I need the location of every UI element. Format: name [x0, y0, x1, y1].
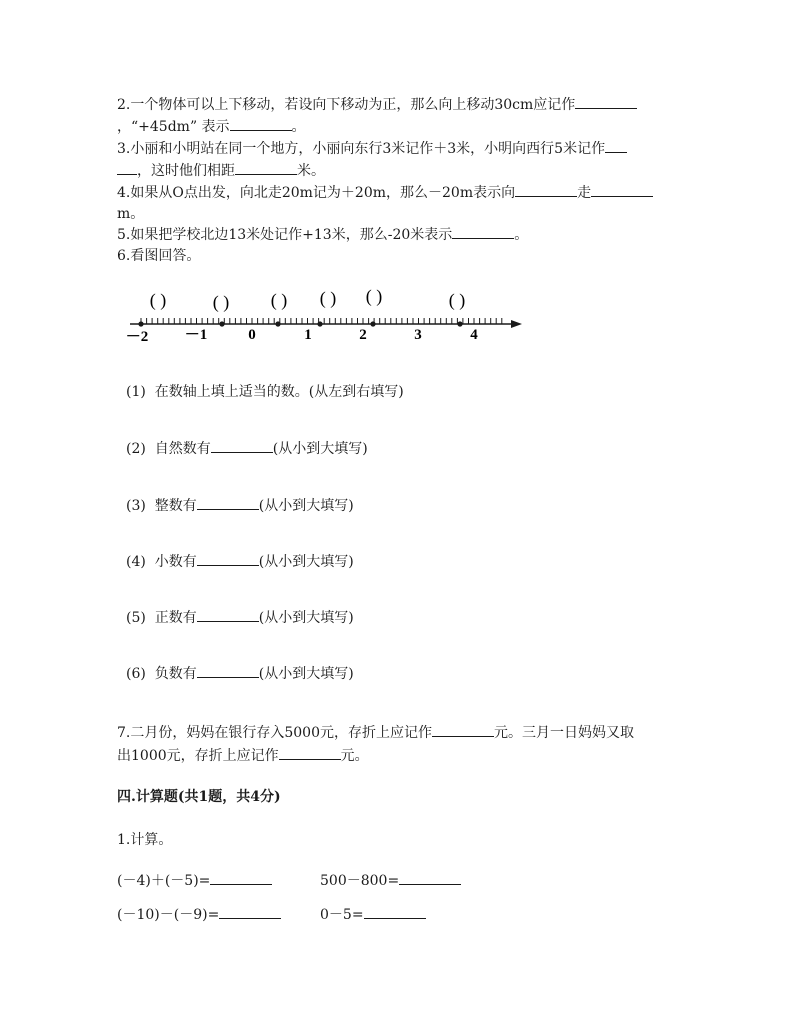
sub-number: (4) — [126, 554, 146, 570]
question-5-line — [117, 224, 528, 245]
sub-question-2 — [126, 438, 368, 459]
tick-label: 2 — [359, 327, 367, 343]
answer-blank[interactable] — [210, 870, 272, 885]
paren-blank[interactable]: ( ) — [365, 286, 383, 306]
sub-tail: (从小到大填写) — [258, 554, 354, 570]
question-2-end: 。 — [291, 119, 306, 135]
sub-question-1 — [126, 382, 404, 402]
sub-text: 正数有 — [154, 610, 197, 626]
answer-blank[interactable] — [197, 495, 259, 510]
question-2-line-2 — [117, 116, 306, 137]
calc-expr-2 — [320, 870, 461, 891]
answer-blank[interactable] — [117, 160, 137, 175]
question-2-line-1 — [117, 94, 637, 115]
question-7-line-1 — [117, 722, 634, 743]
sub-number: (6) — [126, 666, 146, 682]
sub-number: (3) — [126, 498, 146, 514]
question-3-text: 3.小丽和小明站在同一个地方，小丽向东行3米记作＋3米，小明向西行5米记作 — [117, 141, 606, 157]
question-4-line-1 — [117, 182, 653, 203]
tick-label: －1 — [184, 327, 208, 343]
arrow-icon — [511, 320, 522, 328]
point-dot — [370, 321, 375, 326]
tick-label: 4 — [470, 327, 478, 343]
tick-label: 1 — [304, 327, 312, 343]
expression: (－4)＋(－5)= — [117, 873, 211, 889]
paren-blank[interactable]: ( ) — [212, 292, 230, 312]
answer-blank[interactable] — [364, 904, 426, 919]
sub-text: 整数有 — [154, 498, 197, 514]
expression: (－10)－(－9)= — [117, 907, 220, 923]
paren-blank[interactable]: ( ) — [448, 290, 466, 310]
sub-text: 自然数有 — [154, 441, 211, 457]
number-line-figure — [0, 280, 794, 350]
answer-blank[interactable] — [197, 663, 259, 678]
question-4-mid: 走 — [577, 185, 592, 201]
question-4-line-2 — [117, 204, 144, 224]
sub-text: 小数有 — [154, 554, 197, 570]
question-3-end: 米。 — [297, 163, 325, 179]
sub-number: (5) — [126, 610, 146, 626]
answer-blank[interactable] — [399, 870, 461, 885]
answer-blank[interactable] — [230, 116, 292, 131]
sub-question-4 — [126, 551, 354, 572]
answer-blank[interactable] — [279, 745, 341, 760]
calc-expr-3 — [117, 904, 281, 925]
expression: 0－5= — [320, 907, 364, 923]
answer-blank[interactable] — [605, 138, 627, 153]
question-2-text: 2.一个物体可以上下移动，若设向下移动为正，那么向上移动30cm应记作 — [117, 97, 576, 113]
tick-label: －2 — [125, 329, 149, 345]
question-7-end: 元。 — [340, 748, 369, 764]
point-dot — [275, 321, 280, 326]
answer-blank[interactable] — [197, 607, 259, 622]
question-5-end: 。 — [514, 227, 529, 243]
answer-blank[interactable] — [432, 722, 494, 737]
question-3-text-2: ，这时他们相距 — [137, 163, 235, 179]
sub-question-6 — [126, 663, 354, 684]
question-6-text: 6.看图回答。 — [117, 248, 201, 264]
calc-question-1 — [117, 830, 172, 850]
paren-blank[interactable]: ( ) — [149, 290, 167, 310]
question-7-text-2: 出1000元，存折上应记作 — [117, 748, 279, 764]
answer-blank[interactable] — [515, 182, 577, 197]
calc-expr-4 — [320, 904, 426, 925]
sub-tail: (从小到大填写) — [258, 498, 354, 514]
answer-blank[interactable] — [452, 224, 514, 239]
question-4-text-2: m。 — [117, 206, 145, 222]
sub-question-3 — [126, 495, 354, 516]
question-7-mid: 元。三月一日妈妈又取 — [494, 725, 634, 741]
question-3-line-1 — [117, 138, 627, 159]
sub-number: (2) — [126, 441, 146, 457]
question-6-title — [117, 246, 200, 266]
sub-tail: (从小到大填写) — [272, 441, 368, 457]
answer-blank[interactable] — [197, 551, 259, 566]
point-dot — [138, 321, 143, 326]
section-4-title: 四.计算题(共1题，共4分) — [117, 789, 281, 805]
sub-text: 在数轴上填上适当的数。(从左到右填写) — [154, 384, 404, 400]
question-7-line-2 — [117, 745, 369, 766]
point-dot — [317, 321, 322, 326]
paren-blank[interactable]: ( ) — [319, 288, 337, 308]
question-7-text: 7.二月份，妈妈在银行存入5000元，存折上应记作 — [117, 725, 432, 741]
sub-number: (1) — [126, 384, 146, 400]
question-5-text: 5.如果把学校北边13米处记作+13米，那么-20米表示 — [117, 227, 453, 243]
sub-tail: (从小到大填写) — [258, 610, 354, 626]
answer-blank[interactable] — [575, 94, 637, 109]
tick-label: 3 — [414, 327, 422, 343]
calc-expr-1 — [117, 870, 272, 891]
sub-tail: (从小到大填写) — [258, 666, 354, 682]
point-dot — [219, 321, 224, 326]
answer-blank[interactable] — [219, 904, 281, 919]
answer-blank[interactable] — [211, 438, 273, 453]
expression: 500－800= — [320, 873, 400, 889]
question-2-text-2: ，“+45dm” 表示 — [117, 119, 230, 135]
tick-label: 0 — [248, 327, 256, 343]
point-dot — [457, 321, 462, 326]
paren-blank[interactable]: ( ) — [270, 290, 288, 310]
answer-blank[interactable] — [235, 160, 297, 175]
question-4-text: 4.如果从O点出发，向北走20m记为＋20m，那么－20m表示向 — [117, 185, 516, 201]
answer-blank[interactable] — [591, 182, 653, 197]
calc-title: 1.计算。 — [117, 832, 173, 848]
sub-question-5 — [126, 607, 354, 628]
question-3-line-2 — [117, 160, 325, 181]
sub-text: 负数有 — [154, 666, 197, 682]
section-heading — [117, 787, 281, 807]
